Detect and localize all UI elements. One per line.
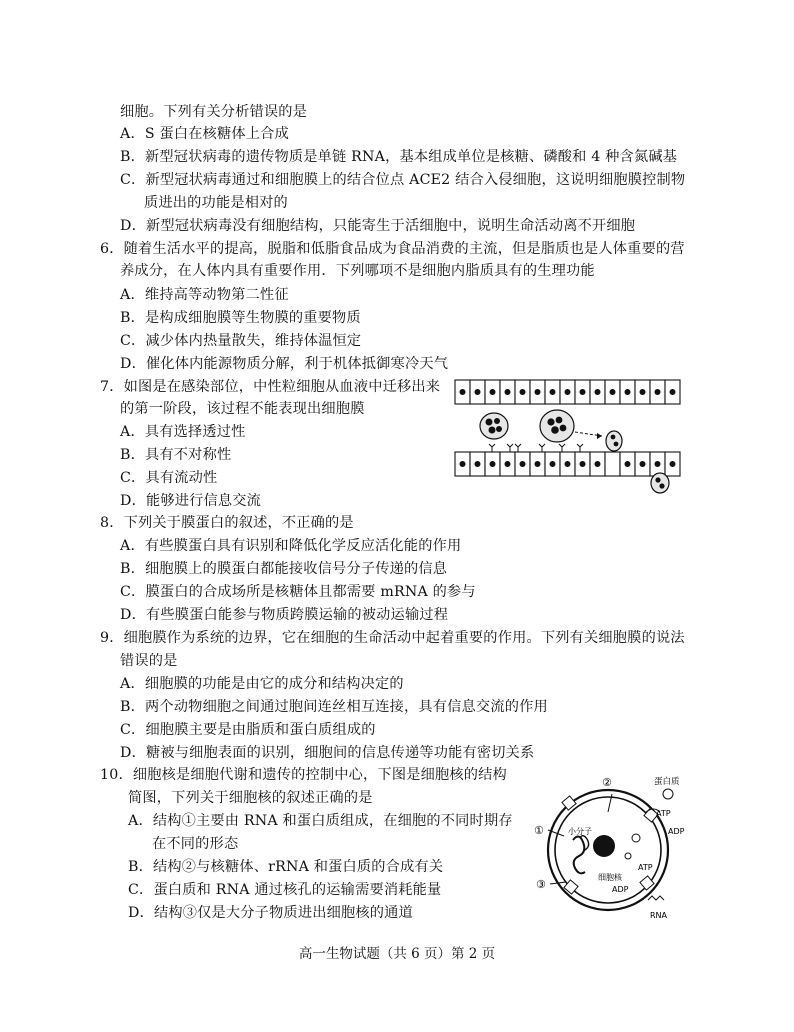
q8-option-b: B．细胞膜上的膜蛋白都能接收信号分子传递的信息	[120, 561, 448, 577]
neutrophil-cell-4	[651, 473, 669, 493]
q7-stem-cont: 的第一阶段，该过程不能表现出细胞膜	[120, 401, 365, 417]
rna-icon	[648, 896, 664, 900]
q10-option-c: C．蛋白质和 RNA 通过核孔的运输需要消耗能量	[128, 882, 442, 898]
neutrophil-cell-3	[606, 431, 622, 451]
q6-option-d: D．催化体内能源物质分解，利于机体抵御寒冷天气	[120, 356, 449, 372]
q6-option-c: C．减少体内热量散失，维持体温恒定	[120, 333, 362, 349]
q9-option-a: A．细胞膜的功能是由它的成分和结构决定的	[120, 676, 404, 692]
label-nucleus: 细胞核	[598, 873, 622, 882]
q10-stem: 10．细胞核是细胞代谢和遗传的控制中心，下图是细胞核的结构	[100, 767, 507, 783]
q5-stem-tail: 细胞。下列有关分析错误的是	[120, 104, 308, 120]
q5-option-d: D．新型冠状病毒没有细胞结构，只能寄生于活细胞中，说明生命活动离不开细胞	[120, 218, 636, 234]
label-small-molecule: 小分子	[568, 827, 592, 836]
q8-option-c: C．膜蛋白的合成场所是核糖体且都需要 mRNA 的参与	[120, 584, 476, 600]
q7-option-b: B．具有不对称性	[120, 447, 232, 463]
q10-option-b: B．结构②与核糖体、rRNA 和蛋白质的合成有关	[128, 859, 444, 875]
q10-option-a-cont: 在不同的形态	[152, 836, 239, 852]
chromatin	[573, 836, 585, 873]
neutrophil-migration-figure	[452, 376, 688, 496]
q5-option-b: B．新型冠状病毒的遗传物质是单链 RNA，基本组成单位是核糖、磷酸和 4 种含氮碱基	[120, 149, 678, 165]
q8-option-a: A．有些膜蛋白具有识别和降低化学反应活化能的作用	[120, 538, 462, 554]
label-adp-bottom: ADP	[612, 885, 629, 894]
label-atp-bottom: ATP	[638, 863, 653, 872]
q10-stem-cont: 简图，下列关于细胞核的叙述正确的是	[128, 790, 373, 806]
q5-option-c: C．新型冠状病毒通过和细胞膜上的结合位点 ACE2 结合入侵细胞，这说明细胞膜控制物	[120, 172, 686, 188]
label-structure-3: ③	[536, 878, 546, 891]
q8-stem: 8．下列关于膜蛋白的叙述，不正确的是	[100, 515, 354, 531]
nucleus-structure-figure	[528, 772, 698, 922]
label-adp-top: ADP	[668, 827, 685, 836]
q5-option-a: A．S 蛋白在核糖体上合成	[120, 126, 289, 142]
q6-stem: 6．随着生活水平的提高，脱脂和低脂食品成为食品消费的主流，但是脂质也是人体重要的营	[100, 241, 685, 257]
page-footer: 高一生物试题（共 6 页）第 2 页	[298, 946, 496, 962]
q9-option-b: B．两个动物细胞之间通过胞间连丝相互连接，具有信息交流的作用	[120, 699, 548, 715]
protein-icon	[663, 789, 673, 799]
q6-stem-cont: 养成分，在人体内具有重要作用．下列哪项不是细胞内脂质具有的生理功能	[120, 263, 595, 279]
q10-option-d: D．结构③仅是大分子物质进出细胞核的通道	[128, 905, 413, 921]
q9-option-c: C．细胞膜主要是由脂质和蛋白质组成的	[120, 722, 376, 738]
q6-option-a: A．维持高等动物第二性征	[120, 287, 289, 303]
q5-option-c-cont: 质进出的功能是相对的	[144, 195, 288, 211]
label-rna: RNA	[650, 911, 668, 920]
q8-option-d: D．有些膜蛋白能参与物质跨膜运输的被动运输过程	[120, 607, 449, 623]
label-protein: 蛋白质	[654, 777, 680, 787]
q7-stem: 7．如图是在感染部位，中性粒细胞从血液中迁移出来	[100, 379, 441, 395]
label-structure-1: ①	[534, 824, 544, 837]
neutrophil-cell-2	[540, 410, 574, 442]
q9-option-d: D．糖被与细胞表面的识别，细胞间的信息传递等功能有密切关系	[120, 745, 535, 761]
membrane-receptors	[489, 444, 583, 452]
neutrophil-cell-1	[480, 413, 508, 439]
q7-option-a: A．具有选择透过性	[120, 424, 246, 440]
q9-stem: 9．细胞膜作为系统的边界，它在细胞的生命活动中起着重要的作用。下列有关细胞膜的说法	[100, 630, 685, 646]
q9-stem-cont: 错误的是	[120, 653, 178, 669]
label-atp-top: ATP	[656, 809, 671, 818]
q6-option-b: B．是构成细胞膜等生物膜的重要物质	[120, 310, 361, 326]
nucleolus	[593, 835, 615, 857]
q10-option-a: A．结构①主要由 RNA 和蛋白质组成，在细胞的不同时期存	[128, 813, 513, 829]
q7-option-c: C．具有流动性	[120, 470, 218, 486]
q7-option-d: D．能够进行信息交流	[120, 493, 262, 509]
label-structure-2: ②	[602, 776, 612, 789]
